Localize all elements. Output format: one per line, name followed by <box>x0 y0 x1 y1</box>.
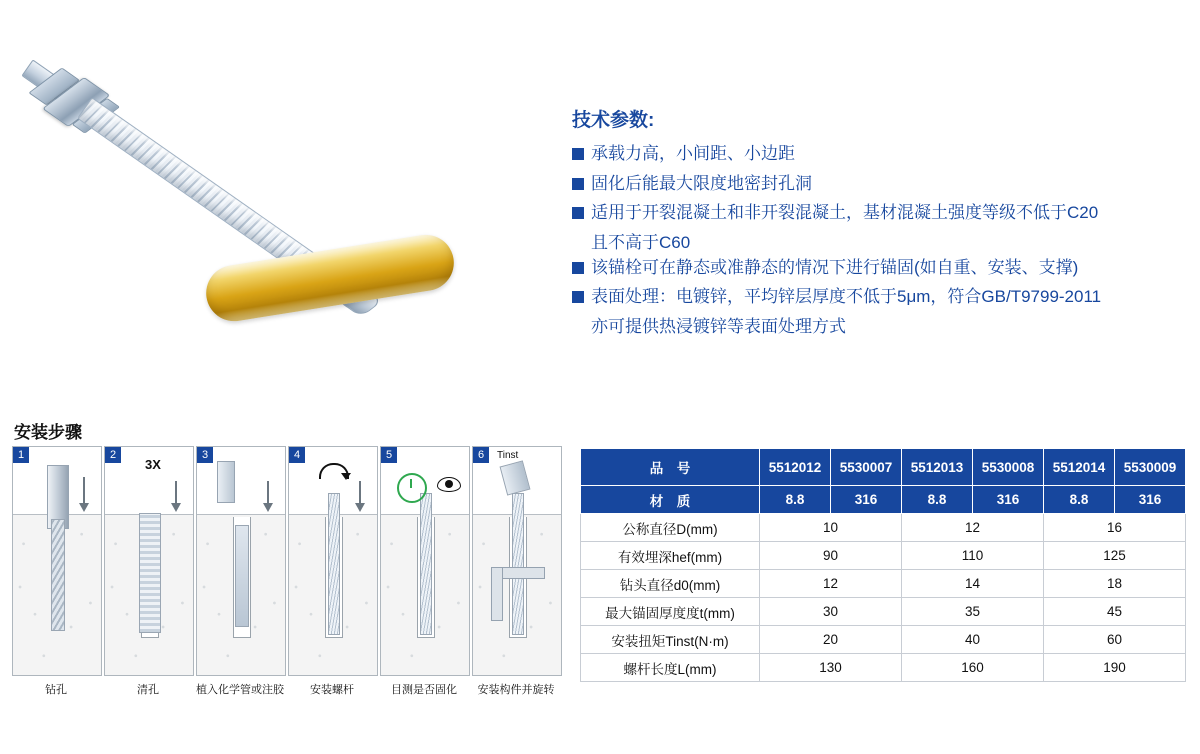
spec-row-embedment-v1: 90 <box>760 542 902 570</box>
anchor-rod-icon <box>420 493 432 635</box>
install-step-4-figure <box>288 446 378 676</box>
repeat-3x-label: 3X <box>145 457 161 472</box>
tech-param-item-1 <box>572 142 1192 167</box>
install-steps-title: 安装步骤 <box>14 423 82 442</box>
table-row <box>581 570 1186 598</box>
step-number-badge: 6 <box>473 447 489 463</box>
install-step-3-figure <box>196 446 286 676</box>
adhesive-cartridge-icon <box>217 461 235 503</box>
spec-row-label-torque: 安装扭矩Tinst(N·m) <box>581 626 760 654</box>
install-torque-label: Tinst <box>497 450 519 461</box>
press-arrow-icon <box>263 503 273 512</box>
press-arrow-stem <box>359 481 361 503</box>
spec-row-thickness-v2: 35 <box>902 598 1044 626</box>
capsule-in-hole <box>235 525 249 627</box>
torque-wrench-icon <box>500 460 531 495</box>
material-row-label: 材 质 <box>581 486 760 514</box>
spec-row-length-v1: 130 <box>760 654 902 682</box>
press-arrow-stem <box>267 481 269 503</box>
spec-row-drillbit-v2: 14 <box>902 570 1044 598</box>
install-step-6-caption: 安装构件并旋转 <box>477 684 555 696</box>
cleaning-brush-icon <box>139 513 161 633</box>
material-value-5: 8.8 <box>1044 486 1115 514</box>
step-number-badge: 3 <box>197 447 213 463</box>
tech-param-item-2 <box>572 172 1192 197</box>
press-arrow-icon <box>355 503 365 512</box>
capsule-body <box>202 231 458 325</box>
install-step-1-figure <box>12 446 102 676</box>
table-row <box>581 626 1186 654</box>
spec-table-wrap <box>580 448 1186 682</box>
install-step-2-figure <box>104 446 194 676</box>
table-row <box>581 514 1186 542</box>
square-bullet-icon <box>572 262 584 274</box>
tech-param-text-2: 固化后能最大限度地密封孔洞 <box>591 173 812 193</box>
spec-row-embedment-v3: 125 <box>1044 542 1186 570</box>
square-bullet-icon <box>572 291 584 303</box>
mounted-fixture-leg <box>491 567 503 621</box>
spec-row-drillbit-v3: 18 <box>1044 570 1186 598</box>
install-steps-row <box>12 446 560 697</box>
chemical-capsule-graphic <box>202 231 458 325</box>
spec-table-part-number-3: 5512013 <box>902 449 973 486</box>
install-step-1-caption: 钻孔 <box>45 684 67 696</box>
material-value-2: 316 <box>831 486 902 514</box>
tech-params-block <box>572 105 1192 339</box>
square-bullet-icon <box>572 178 584 190</box>
spec-row-torque-v1: 20 <box>760 626 902 654</box>
anchor-rod-icon <box>512 493 524 635</box>
install-step-2-caption: 清孔 <box>137 684 159 696</box>
press-arrow-stem <box>83 477 85 503</box>
press-arrow-stem <box>175 481 177 503</box>
tech-param-item-5 <box>572 285 1192 310</box>
material-value-1: 8.8 <box>760 486 831 514</box>
spec-row-label-diameter: 公称直径D(mm) <box>581 514 760 542</box>
square-bullet-icon <box>572 207 584 219</box>
spec-row-drillbit-v1: 12 <box>760 570 902 598</box>
table-row <box>581 542 1186 570</box>
spec-row-length-v2: 160 <box>902 654 1044 682</box>
install-step-5-caption: 目测是否固化 <box>391 684 457 696</box>
install-step-2 <box>104 446 192 697</box>
spec-row-label-drillbit: 钻头直径d0(mm) <box>581 570 760 598</box>
spec-table-part-number-4: 5530008 <box>973 449 1044 486</box>
material-value-4: 316 <box>973 486 1044 514</box>
install-step-5-figure <box>380 446 470 676</box>
spec-table-material-row <box>581 486 1186 514</box>
tech-param-item-3 <box>572 201 1192 226</box>
spec-row-diameter-v2: 12 <box>902 514 1044 542</box>
visual-check-eye-icon <box>437 477 461 492</box>
table-row <box>581 598 1186 626</box>
spec-row-thickness-v1: 30 <box>760 598 902 626</box>
install-step-6 <box>472 446 560 697</box>
spec-row-label-length: 螺杆长度L(mm) <box>581 654 760 682</box>
install-step-6-figure <box>472 446 562 676</box>
material-value-3: 8.8 <box>902 486 973 514</box>
tech-param-text-5-continued: 亦可提供热浸镀锌等表面处理方式 <box>591 316 846 336</box>
tech-param-text-5: 表面处理：电镀锌，平均锌层厚度不低于5μm，符合GB/T9799-2011 <box>591 287 1102 307</box>
table-row <box>581 654 1186 682</box>
step-number-badge: 1 <box>13 447 29 463</box>
spec-table <box>580 448 1186 682</box>
spec-table-header-label: 品 号 <box>581 449 760 486</box>
drill-bit-icon <box>51 519 65 631</box>
install-step-3 <box>196 446 284 697</box>
tech-param-text-4: 该锚栓可在静态或准静态的情况下进行锚固(如自重、安装、支撑) <box>591 257 1079 277</box>
square-bullet-icon <box>572 148 584 160</box>
curing-time-clock-icon <box>397 473 427 503</box>
tech-param-text-1: 承载力高，小间距、小边距 <box>591 144 795 163</box>
spec-row-label-thickness: 最大锚固厚度度t(mm) <box>581 598 760 626</box>
spec-row-embedment-v2: 110 <box>902 542 1044 570</box>
material-value-6: 316 <box>1115 486 1186 514</box>
tech-param-item-4 <box>572 256 1192 281</box>
spec-row-length-v3: 190 <box>1044 654 1186 682</box>
press-arrow-icon <box>79 503 89 512</box>
product-illustration <box>0 0 560 400</box>
install-step-3-caption: 植入化学管或注胶 <box>196 684 284 696</box>
spec-row-thickness-v3: 45 <box>1044 598 1186 626</box>
install-step-1 <box>12 446 100 697</box>
install-step-4-caption: 安装螺杆 <box>310 684 354 696</box>
step-number-badge: 4 <box>289 447 305 463</box>
step-number-badge: 2 <box>105 447 121 463</box>
spec-table-part-number-2: 5530007 <box>831 449 902 486</box>
step-number-badge: 5 <box>381 447 397 463</box>
spec-table-part-number-5: 5512014 <box>1044 449 1115 486</box>
tech-param-text-3-continued: 且不高于C60 <box>591 232 691 252</box>
spec-row-torque-v2: 40 <box>902 626 1044 654</box>
install-step-5 <box>380 446 468 697</box>
spec-row-label-embedment: 有效埋深hef(mm) <box>581 542 760 570</box>
spec-row-diameter-v3: 16 <box>1044 514 1186 542</box>
spec-table-part-number-1: 5512012 <box>760 449 831 486</box>
spec-row-torque-v3: 60 <box>1044 626 1186 654</box>
rotate-arrow-icon <box>319 463 349 479</box>
install-step-4 <box>288 446 376 697</box>
tech-params-title: 技术参数: <box>572 110 655 131</box>
tech-param-text-3: 适用于开裂混凝土和非开裂混凝土，基材混凝土强度等级不低于C20 <box>591 203 1099 223</box>
spec-table-part-number-6: 5530009 <box>1115 449 1186 486</box>
anchor-rod-icon <box>328 493 340 635</box>
spec-row-diameter-v1: 10 <box>760 514 902 542</box>
press-arrow-icon <box>171 503 181 512</box>
spec-table-header-row <box>581 449 1186 486</box>
